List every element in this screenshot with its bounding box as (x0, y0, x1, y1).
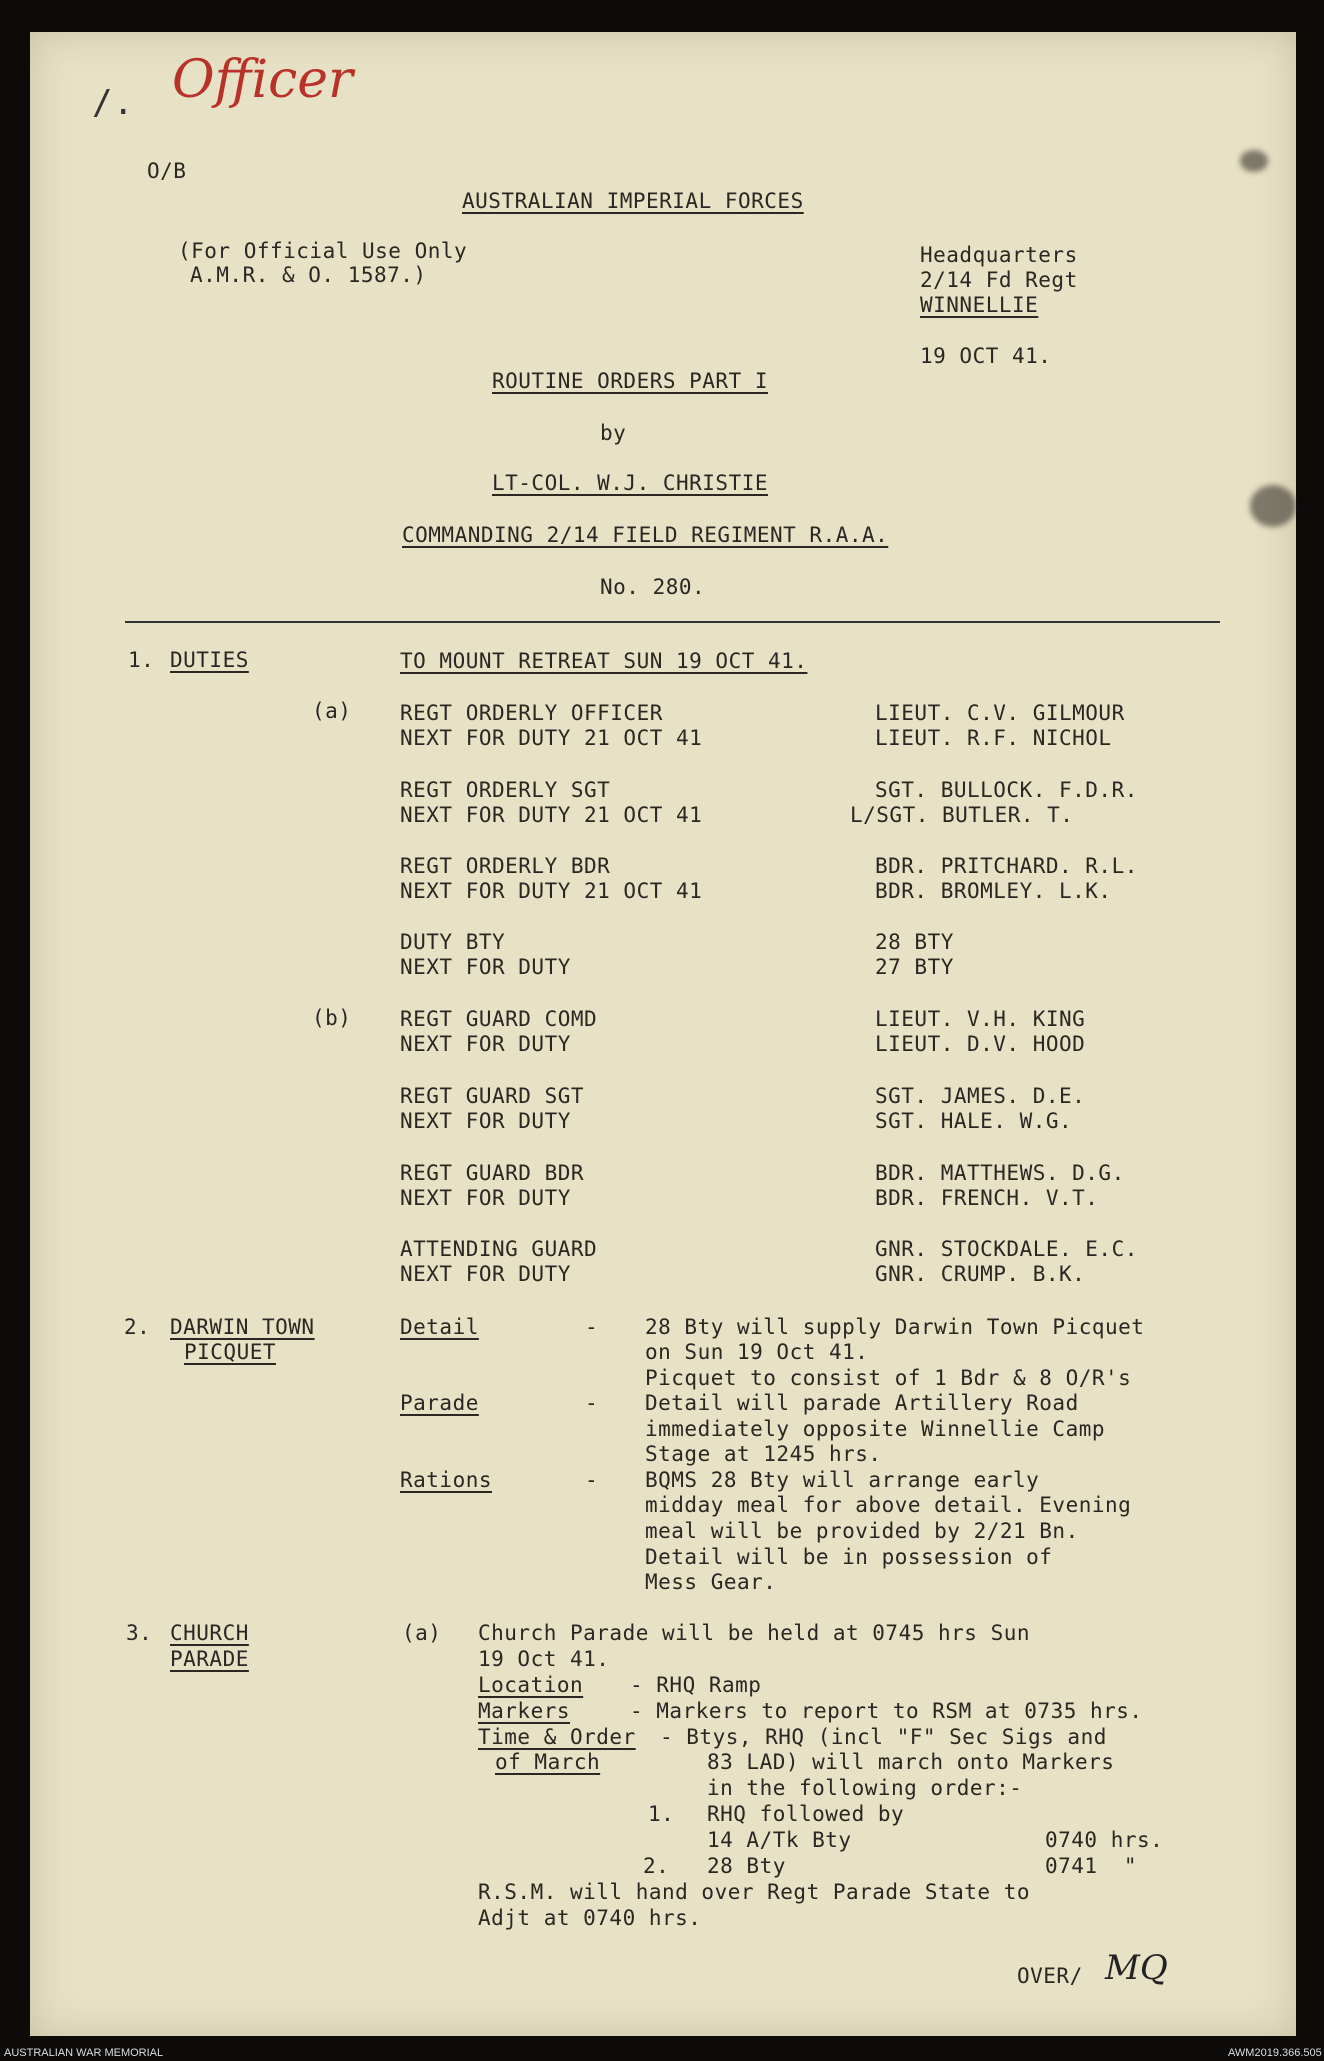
duty-assignee: BDR. PRITCHARD. R.L. (875, 854, 1138, 878)
location-value: - RHQ Ramp (630, 1673, 762, 1697)
duty-next-label: NEXT FOR DUTY 21 OCT 41 (400, 879, 703, 903)
section-title: CHURCH (170, 1621, 249, 1645)
by-line: by (600, 421, 627, 445)
rations-line: Detail will be in possession of (645, 1545, 1053, 1569)
church-intro: Church Parade will be held at 0745 hrs Sun (478, 1621, 1031, 1645)
rations-line: midday meal for above detail. Evening (645, 1493, 1132, 1517)
order-item-time: 0741 " (1045, 1854, 1138, 1878)
duty-next-label: NEXT FOR DUTY (400, 1109, 571, 1133)
duty-assignee: LIEUT. V.H. KING (875, 1007, 1086, 1031)
handwritten-initials: MQ (1105, 1948, 1168, 1988)
section-title: DUTIES (170, 648, 249, 672)
section-number: 1. (128, 648, 155, 672)
handwritten-note: Officer (172, 50, 353, 110)
subsection-label: (a) (402, 1621, 442, 1645)
order-item: 14 A/Tk Bty (707, 1828, 852, 1852)
duty-next-assignee: LIEUT. D.V. HOOD (875, 1032, 1086, 1056)
rations-line: Mess Gear. (645, 1570, 777, 1594)
duty-assignee: 28 BTY (875, 930, 954, 954)
detail-line: on Sun 19 Oct 41. (645, 1340, 869, 1364)
parade-line: immediately opposite Winnellie Camp (645, 1417, 1106, 1441)
detail-line: 28 Bty will supply Darwin Town Picquet (645, 1315, 1145, 1339)
markers-value: - Markers to report to RSM at 0735 hrs. (630, 1699, 1143, 1723)
subsection-label: (b) (312, 1006, 352, 1030)
document-title: AUSTRALIAN IMPERIAL FORCES (462, 189, 804, 213)
duty-assignee: SGT. JAMES. D.E. (875, 1084, 1086, 1108)
classification-line-2: A.M.R. & O. 1587.) (190, 263, 427, 287)
subsection-label: (a) (312, 699, 352, 723)
footer-left: AUSTRALIAN WAR MEMORIAL (4, 2047, 164, 2059)
detail-line: Picquet to consist of 1 Bdr & 8 O/R's (645, 1366, 1132, 1390)
duty-label: REGT ORDERLY OFFICER (400, 701, 663, 725)
section-title: DARWIN TOWN (170, 1315, 315, 1339)
section-number: 3. (126, 1621, 153, 1645)
order-item: RHQ followed by (707, 1802, 905, 1826)
command-line: COMMANDING 2/14 FIELD REGIMENT R.A.A. (402, 523, 889, 547)
duty-assignee: GNR. STOCKDALE. E.C. (875, 1237, 1138, 1261)
duty-label: REGT GUARD BDR (400, 1161, 585, 1185)
time-order-line: - Btys, RHQ (incl "F" Sec Sigs and (660, 1725, 1107, 1749)
dash: - (585, 1391, 599, 1415)
hq-line-2: 2/14 Fd Regt (920, 268, 1078, 292)
markers-label: Markers (478, 1699, 571, 1723)
footer-right: AWM2019.366.505 (1228, 2047, 1322, 2059)
parade-line: Detail will parade Artillery Road (645, 1391, 1079, 1415)
duty-next-assignee: LIEUT. R.F. NICHOL (875, 726, 1112, 750)
document-date: 19 OCT 41. (920, 344, 1052, 368)
duty-next-assignee: BDR. FRENCH. V.T. (875, 1186, 1099, 1210)
time-order-line: 83 LAD) will march onto Markers (707, 1750, 1115, 1774)
detail-label: Detail (400, 1315, 479, 1339)
duty-next-assignee: 27 BTY (875, 955, 954, 979)
check-mark: /. (92, 83, 134, 123)
duty-next-label: NEXT FOR DUTY 21 OCT 41 (400, 803, 703, 827)
hq-line-1: Headquarters (920, 243, 1078, 267)
duty-next-label: NEXT FOR DUTY (400, 1032, 571, 1056)
duty-next-label: NEXT FOR DUTY 21 OCT 41 (400, 726, 703, 750)
duty-next-label: NEXT FOR DUTY (400, 955, 571, 979)
location-label: Location (478, 1673, 584, 1697)
duty-next-assignee: L/SGT. BUTLER. T. (850, 803, 1074, 827)
time-order-line: in the following order:- (707, 1776, 1023, 1800)
duty-next-label: NEXT FOR DUTY (400, 1186, 571, 1210)
classification-line-1: (For Official Use Only (178, 239, 468, 263)
church-intro: 19 Oct 41. (478, 1647, 610, 1671)
duty-label: REGT ORDERLY SGT (400, 778, 611, 802)
order-item-time: 0740 hrs. (1045, 1828, 1164, 1852)
rations-line: BQMS 28 Bty will arrange early (645, 1468, 1040, 1492)
over-marker: OVER/ (1017, 1964, 1083, 1988)
dash: - (585, 1315, 599, 1339)
order-item-number: 1. (648, 1802, 675, 1826)
hq-line-3: WINNELLIE (920, 293, 1039, 317)
duty-label: REGT GUARD COMD (400, 1007, 598, 1031)
divider (125, 621, 1220, 623)
parade-line: Stage at 1245 hrs. (645, 1442, 882, 1466)
duty-next-label: NEXT FOR DUTY (400, 1262, 571, 1286)
order-number: No. 280. (600, 575, 706, 599)
ink-smudge (1240, 150, 1268, 172)
duty-next-assignee: GNR. CRUMP. B.K. (875, 1262, 1086, 1286)
time-order-label-2: of March (495, 1750, 601, 1774)
duty-label: ATTENDING GUARD (400, 1237, 598, 1261)
officer-name: LT-COL. W.J. CHRISTIE (492, 471, 769, 495)
parade-label: Parade (400, 1391, 479, 1415)
time-order-label: Time & Order (478, 1725, 636, 1749)
duty-assignee: LIEUT. C.V. GILMOUR (875, 701, 1125, 725)
section-number: 2. (124, 1315, 151, 1339)
section-title-2: PICQUET (184, 1340, 277, 1364)
duty-assignee: BDR. MATTHEWS. D.G. (875, 1161, 1125, 1185)
rations-label: Rations (400, 1468, 493, 1492)
rations-line: meal will be provided by 2/21 Bn. (645, 1519, 1079, 1543)
duty-label: REGT ORDERLY BDR (400, 854, 611, 878)
duty-next-assignee: BDR. BROMLEY. L.K. (875, 879, 1112, 903)
duty-next-assignee: SGT. HALE. W.G. (875, 1109, 1073, 1133)
orders-title: ROUTINE ORDERS PART I (492, 369, 769, 393)
rsm-note: R.S.M. will hand over Regt Parade State to (478, 1880, 1031, 1904)
order-item: 28 Bty (707, 1854, 786, 1878)
reference-code: O/B (147, 159, 187, 183)
duty-assignee: SGT. BULLOCK. F.D.R. (875, 778, 1138, 802)
dash: - (585, 1468, 599, 1492)
section-title-2: PARADE (170, 1647, 249, 1671)
duty-label: DUTY BTY (400, 930, 506, 954)
order-item-number: 2. (643, 1854, 670, 1878)
duty-label: REGT GUARD SGT (400, 1084, 585, 1108)
rsm-note: Adjt at 0740 hrs. (478, 1906, 702, 1930)
ink-smudge (1250, 485, 1296, 527)
section-heading: TO MOUNT RETREAT SUN 19 OCT 41. (400, 649, 808, 673)
